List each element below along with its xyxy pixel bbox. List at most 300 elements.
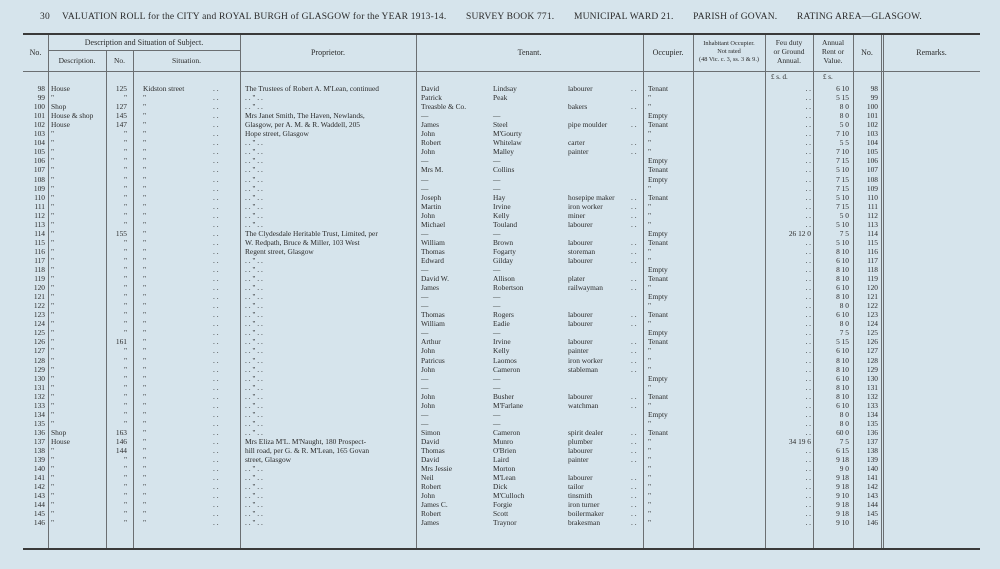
- leader-dots: . .: [213, 183, 219, 193]
- description: ": [51, 301, 55, 311]
- tenant-last-name: —: [493, 228, 501, 238]
- tenant-last-name: —: [493, 265, 501, 274]
- row-no-right: 140: [866, 464, 878, 474]
- leader-dots: . .: [213, 319, 219, 329]
- row-no: 124: [33, 319, 45, 329]
- row-no-right: 125: [866, 328, 878, 338]
- situation: ": [143, 409, 147, 419]
- tenant-first-name: Thomas: [421, 446, 445, 455]
- leader-dots: . .: [213, 400, 219, 410]
- occupier: ": [648, 355, 652, 365]
- situation: ": [143, 246, 147, 256]
- feu-duty: . .: [805, 391, 811, 401]
- feu-duty: . .: [805, 319, 811, 329]
- feu-duty: . .: [805, 102, 811, 112]
- street-number: ": [123, 210, 127, 220]
- description: ": [51, 255, 55, 265]
- tenant-last-name: Brown: [493, 237, 514, 247]
- page-header: [62, 12, 922, 22]
- annual-rent: 9 18: [836, 509, 849, 519]
- situation: ": [143, 138, 147, 148]
- proprietor: . . " . .: [245, 473, 263, 483]
- feu-duty: . .: [805, 283, 811, 293]
- col-annual-line3: Value.: [823, 56, 843, 65]
- row-no: 127: [33, 346, 45, 356]
- proprietor: . . " . .: [245, 364, 263, 374]
- tenant-last-name: —: [493, 183, 501, 193]
- tenant-last-name: Laird: [493, 455, 510, 465]
- description: ": [51, 464, 55, 474]
- row-no: 136: [33, 427, 45, 437]
- tenant-last-name: Steel: [493, 120, 508, 130]
- annual-rent: 7 15: [836, 156, 849, 166]
- feu-duty: . .: [805, 310, 811, 320]
- description: ": [51, 129, 55, 139]
- description: Shop: [51, 102, 67, 112]
- col-annual: [813, 38, 853, 65]
- street-number: ": [123, 219, 127, 229]
- street-number: ": [123, 283, 127, 293]
- situation: ": [143, 210, 147, 220]
- tenant-first-name: James: [421, 120, 440, 130]
- description: ": [51, 400, 55, 410]
- tenant-first-name: John: [421, 210, 435, 220]
- tenant-last-name: —: [493, 156, 501, 166]
- annual-rent: 6 10: [836, 255, 849, 265]
- leader-dots: . .: [213, 509, 219, 519]
- leader-dots: . .: [631, 446, 637, 455]
- description: ": [51, 382, 55, 392]
- tenant-last-name: Hay: [493, 192, 506, 202]
- proprietor: Hope street, Glasgow: [245, 129, 309, 139]
- feu-duty: . .: [805, 165, 811, 175]
- tenant-first-name: David: [421, 436, 440, 446]
- proprietor: Mrs Eliza M'L. M'Naught, 180 Prospect-: [245, 436, 367, 446]
- description: ": [51, 201, 55, 211]
- description: ": [51, 364, 55, 374]
- occupier: ": [648, 418, 652, 428]
- row-no: 117: [34, 255, 45, 265]
- row-no-right: 136: [866, 427, 878, 437]
- proprietor: . . " . .: [245, 346, 263, 356]
- description: ": [51, 156, 55, 166]
- table-row: [23, 519, 980, 528]
- leader-dots: . .: [213, 328, 219, 338]
- proprietor: . . " . .: [245, 418, 263, 428]
- proprietor: Glasgow, per A. M. & R. Waddell, 205: [245, 120, 360, 130]
- row-no-right: 118: [867, 265, 878, 274]
- row-no: 126: [33, 337, 45, 347]
- row-no-right: 109: [866, 183, 878, 193]
- row-no: 102: [33, 120, 45, 130]
- street-number: ": [123, 473, 127, 483]
- row-no-right: 114: [867, 228, 878, 238]
- occupier: ": [648, 509, 652, 519]
- proprietor: . . " . .: [245, 102, 263, 112]
- description: ": [51, 337, 55, 347]
- proprietor: . . " . .: [245, 518, 263, 528]
- tenant-last-name: Irvine: [493, 201, 511, 211]
- occupier: ": [648, 246, 652, 256]
- proprietor: . . " . .: [245, 174, 263, 184]
- occupier: Empty: [648, 228, 668, 238]
- tenant-first-name: John: [421, 391, 435, 401]
- feu-duty: . .: [805, 355, 811, 365]
- leader-dots: . .: [213, 518, 219, 528]
- occupier: ": [648, 210, 652, 220]
- tenant-first-name: Robert: [421, 509, 442, 519]
- leader-dots: . .: [631, 346, 637, 356]
- annual-rent: 9 18: [836, 500, 849, 510]
- row-no-right: 126: [866, 337, 878, 347]
- proprietor: . . " . .: [245, 355, 263, 365]
- proprietor: . . " . .: [245, 400, 263, 410]
- row-no-right: 117: [867, 255, 878, 265]
- situation: ": [143, 319, 147, 329]
- tenant-occupation: plumber: [568, 436, 593, 446]
- leader-dots: . .: [213, 409, 219, 419]
- proprietor: . . " . .: [245, 147, 263, 157]
- row-no: 122: [33, 301, 45, 311]
- annual-rent: 6 10: [836, 346, 849, 356]
- leader-dots: . .: [213, 237, 219, 247]
- annual-rent: 5 10: [836, 165, 849, 175]
- leader-dots: . .: [213, 283, 219, 293]
- row-no: 141: [33, 473, 45, 483]
- tenant-occupation: tailor: [568, 482, 584, 492]
- occupier: Empty: [648, 111, 668, 121]
- leader-dots: . .: [631, 120, 637, 130]
- description: ": [51, 391, 55, 401]
- occupier: ": [648, 491, 652, 501]
- proprietor: . . " . .: [245, 337, 263, 347]
- tenant-occupation: labourer: [568, 446, 593, 455]
- tenant-last-name: Robertson: [493, 283, 524, 293]
- tenant-last-name: Dick: [493, 482, 508, 492]
- proprietor: W. Redpath, Bruce & Miller, 103 West: [245, 237, 360, 247]
- proprietor: . . " . .: [245, 283, 263, 293]
- tenant-first-name: Patrick: [421, 93, 442, 103]
- street-number: ": [123, 518, 127, 528]
- feu-duty: . .: [805, 93, 811, 103]
- description: ": [51, 246, 55, 256]
- tenant-last-name: Traynor: [493, 518, 517, 528]
- proprietor: . . " . .: [245, 219, 263, 229]
- row-no: 137: [33, 436, 45, 446]
- street-number: ": [123, 391, 127, 401]
- description: ": [51, 210, 55, 220]
- tenant-first-name: Thomas: [421, 246, 445, 256]
- row-no-right: 137: [866, 436, 878, 446]
- description: ": [51, 509, 55, 519]
- row-no: 115: [34, 237, 45, 247]
- situation: ": [143, 427, 147, 437]
- feu-duty: . .: [805, 246, 811, 256]
- row-no-right: 129: [866, 364, 878, 374]
- proprietor: . . " . .: [245, 328, 263, 338]
- street-number: ": [123, 310, 127, 320]
- leader-dots: . .: [213, 473, 219, 483]
- tenant-occupation: stableman: [568, 364, 598, 374]
- table-row: [23, 320, 980, 329]
- row-no-right: 116: [867, 246, 878, 256]
- situation: ": [143, 111, 147, 121]
- row-no: 130: [33, 373, 45, 383]
- situation: ": [143, 509, 147, 519]
- row-no-right: 122: [866, 301, 878, 311]
- tenant-first-name: Arthur: [421, 337, 441, 347]
- feu-duty: . .: [805, 491, 811, 501]
- tenant-occupation: labourer: [568, 219, 593, 229]
- annual-rent: 9 0: [839, 464, 849, 474]
- leader-dots: . .: [631, 192, 637, 202]
- row-no-right: 132: [866, 391, 878, 401]
- proprietor: . . " . .: [245, 310, 263, 320]
- proprietor: . . " . .: [245, 255, 263, 265]
- leader-dots: . .: [631, 509, 637, 519]
- leader-dots: . .: [631, 138, 637, 148]
- proprietor: . . " . .: [245, 482, 263, 492]
- annual-rent: 8 0: [839, 301, 849, 311]
- situation: ": [143, 328, 147, 338]
- annual-rent: 8 0: [839, 102, 849, 112]
- leader-dots: . .: [213, 391, 219, 401]
- tenant-occupation: watchman: [568, 400, 599, 410]
- proprietor: . . " . .: [245, 500, 263, 510]
- description: ": [51, 373, 55, 383]
- row-no-right: 131: [866, 382, 878, 392]
- col-desc-group: Description and Situation of Subject.: [84, 38, 204, 47]
- col-inhabitant-line2: Not rated: [717, 48, 741, 55]
- proprietor: . . " . .: [245, 391, 263, 401]
- row-no: 119: [34, 274, 45, 284]
- tenant-occupation: labourer: [568, 319, 593, 329]
- annual-rent: 6 10: [836, 283, 849, 293]
- occupier: Tenant: [648, 310, 669, 320]
- row-no-right: 121: [866, 292, 878, 302]
- description: ": [51, 346, 55, 356]
- tenant-occupation: bakers: [568, 102, 588, 112]
- proprietor: The Trustees of Robert A. M'Lean, continued: [245, 84, 379, 93]
- description: House: [51, 120, 70, 130]
- proprietor: . . " . .: [245, 183, 263, 193]
- leader-dots: . .: [213, 373, 219, 383]
- tenant-last-name: —: [493, 418, 501, 428]
- street-number: ": [123, 165, 127, 175]
- feu-duty: . .: [805, 138, 811, 148]
- tenant-occupation: plater: [568, 274, 585, 284]
- leader-dots: . .: [213, 138, 219, 148]
- description: ": [51, 418, 55, 428]
- leader-dots: . .: [631, 518, 637, 528]
- tenant-last-name: Whitelaw: [493, 138, 522, 148]
- annual-rent: 8 10: [836, 246, 849, 256]
- annual-rent: 7 15: [836, 201, 849, 211]
- tenant-occupation: boilermaker: [568, 509, 604, 519]
- tenant-last-name: —: [493, 382, 501, 392]
- annual-rent: 9 10: [836, 518, 849, 528]
- col-description: Description.: [58, 56, 96, 65]
- street-number: ": [123, 138, 127, 148]
- tenant-last-name: Irvine: [493, 337, 511, 347]
- leader-dots: . .: [213, 255, 219, 265]
- tenant-last-name: —: [493, 373, 501, 383]
- tenant-last-name: Scott: [493, 509, 509, 519]
- row-no: 140: [33, 464, 45, 474]
- street-number: ": [123, 246, 127, 256]
- col-no: No.: [29, 48, 42, 57]
- leader-dots: . .: [631, 427, 637, 437]
- situation: ": [143, 418, 147, 428]
- occupier: Tenant: [648, 165, 669, 175]
- proprietor: . . " . .: [245, 382, 263, 392]
- feu-duty: . .: [805, 373, 811, 383]
- col-tenant: Tenant.: [517, 48, 542, 57]
- leader-dots: . .: [213, 274, 219, 284]
- col-annual-line2: Rent or: [821, 47, 845, 56]
- situation: ": [143, 346, 147, 356]
- situation: ": [143, 174, 147, 184]
- tenant-first-name: Mrs M.: [421, 165, 444, 175]
- tenant-occupation: painter: [568, 147, 589, 157]
- street-number: 146: [115, 436, 127, 446]
- row-no-right: 130: [866, 373, 878, 383]
- leader-dots: . .: [213, 201, 219, 211]
- row-no: 134: [33, 409, 45, 419]
- tenant-first-name: Mrs Jessie: [421, 464, 452, 474]
- tenant-first-name: —: [421, 328, 429, 338]
- description: ": [51, 93, 55, 103]
- leader-dots: . .: [631, 455, 637, 465]
- row-no-right: 112: [867, 210, 878, 220]
- leader-dots: . .: [213, 93, 219, 103]
- feu-duty: . .: [805, 518, 811, 528]
- occupier: ": [648, 301, 652, 311]
- occupier: ": [648, 93, 652, 103]
- leader-dots: . .: [213, 129, 219, 139]
- feu-duty: . .: [805, 292, 811, 302]
- street-number: ": [123, 509, 127, 519]
- situation: ": [143, 500, 147, 510]
- annual-rent: 7 10: [836, 147, 849, 157]
- tenant-occupation: iron turner: [568, 500, 600, 510]
- leader-dots: . .: [213, 292, 219, 302]
- tenant-last-name: Cameron: [493, 427, 521, 437]
- occupier: ": [648, 473, 652, 483]
- occupier: Empty: [648, 265, 668, 274]
- feu-duty: . .: [805, 237, 811, 247]
- proprietor: . . " . .: [245, 274, 263, 284]
- annual-rent: 8 0: [839, 409, 849, 419]
- proprietor: . . " . .: [245, 138, 263, 148]
- street-number: 161: [115, 337, 127, 347]
- tenant-last-name: M'Culloch: [493, 491, 525, 501]
- tenant-last-name: Malley: [493, 147, 514, 157]
- annual-rent: 7 5: [839, 436, 849, 446]
- proprietor: . . " . .: [245, 165, 263, 175]
- row-no: 112: [34, 210, 45, 220]
- row-no-right: 110: [867, 192, 878, 202]
- leader-dots: . .: [631, 400, 637, 410]
- annual-rent: 5 5: [839, 138, 849, 148]
- annual-rent: 5 15: [836, 337, 849, 347]
- row-no: 121: [33, 292, 45, 302]
- row-no: 133: [33, 400, 45, 410]
- description: House & shop: [51, 111, 94, 121]
- row-no-right: 120: [866, 283, 878, 293]
- feu-duty: . .: [805, 255, 811, 265]
- tenant-last-name: —: [493, 301, 501, 311]
- feu-duty: . .: [805, 473, 811, 483]
- situation: ": [143, 400, 147, 410]
- leader-dots: . .: [213, 427, 219, 437]
- annual-rent: 9 18: [836, 473, 849, 483]
- proprietor: Mrs Janet Smith, The Haven, Newlands,: [245, 111, 365, 121]
- tenant-first-name: William: [421, 319, 445, 329]
- municipal-ward: MUNICIPAL WARD 21.: [573, 12, 674, 22]
- description: ": [51, 455, 55, 465]
- tenant-last-name: O'Brien: [493, 446, 517, 455]
- street-number: ": [123, 491, 127, 501]
- feu-duty: . .: [805, 500, 811, 510]
- occupier: ": [648, 255, 652, 265]
- leader-dots: . .: [213, 482, 219, 492]
- occupier: ": [648, 319, 652, 329]
- annual-rent: 8 10: [836, 364, 849, 374]
- tenant-first-name: —: [421, 382, 429, 392]
- proprietor: street, Glasgow: [245, 455, 291, 465]
- leader-dots: . .: [213, 102, 219, 112]
- tenant-first-name: David W.: [421, 274, 449, 284]
- tenant-last-name: Kelly: [493, 210, 510, 220]
- situation: ": [143, 129, 147, 139]
- feu-duty: 34 19 6: [788, 436, 811, 446]
- tenant-first-name: John: [421, 129, 435, 139]
- leader-dots: . .: [631, 337, 637, 347]
- situation: ": [143, 482, 147, 492]
- tenant-first-name: David: [421, 84, 440, 93]
- tenant-first-name: Robert: [421, 138, 442, 148]
- row-no-right: 138: [866, 446, 878, 455]
- situation: ": [143, 265, 147, 274]
- roll-title: VALUATION ROLL for the CITY and ROYAL BURGH of GLASGOW for the YEAR 1913-14.: [62, 12, 447, 22]
- proprietor: . . " . .: [245, 319, 263, 329]
- tenant-first-name: Treasble & Co.: [421, 102, 467, 112]
- tenant-first-name: Patricus: [421, 355, 445, 365]
- row-no-right: 139: [866, 455, 878, 465]
- occupier: ": [648, 364, 652, 374]
- row-no: 110: [34, 192, 45, 202]
- annual-rent: 8 10: [836, 274, 849, 284]
- proprietor: Regent street, Glasgow: [245, 246, 314, 256]
- row-no: 139: [33, 455, 45, 465]
- occupier: Tenant: [648, 274, 669, 284]
- proprietor: . . " . .: [245, 301, 263, 311]
- description: ": [51, 482, 55, 492]
- occupier: ": [648, 138, 652, 148]
- tenant-last-name: Collins: [493, 165, 515, 175]
- col-no-sub: No.: [113, 56, 126, 65]
- description: House: [51, 436, 70, 446]
- col-no-right: No.: [861, 48, 873, 57]
- tenant-last-name: Touland: [493, 219, 518, 229]
- annual-rent: 8 0: [839, 111, 849, 121]
- annual-rent: 6 10: [836, 310, 849, 320]
- proprietor: The Clydesdale Heritable Trust, Limited, per: [245, 228, 378, 238]
- annual-rent: 9 18: [836, 455, 849, 465]
- leader-dots: . .: [213, 500, 219, 510]
- row-no-right: 119: [867, 274, 878, 284]
